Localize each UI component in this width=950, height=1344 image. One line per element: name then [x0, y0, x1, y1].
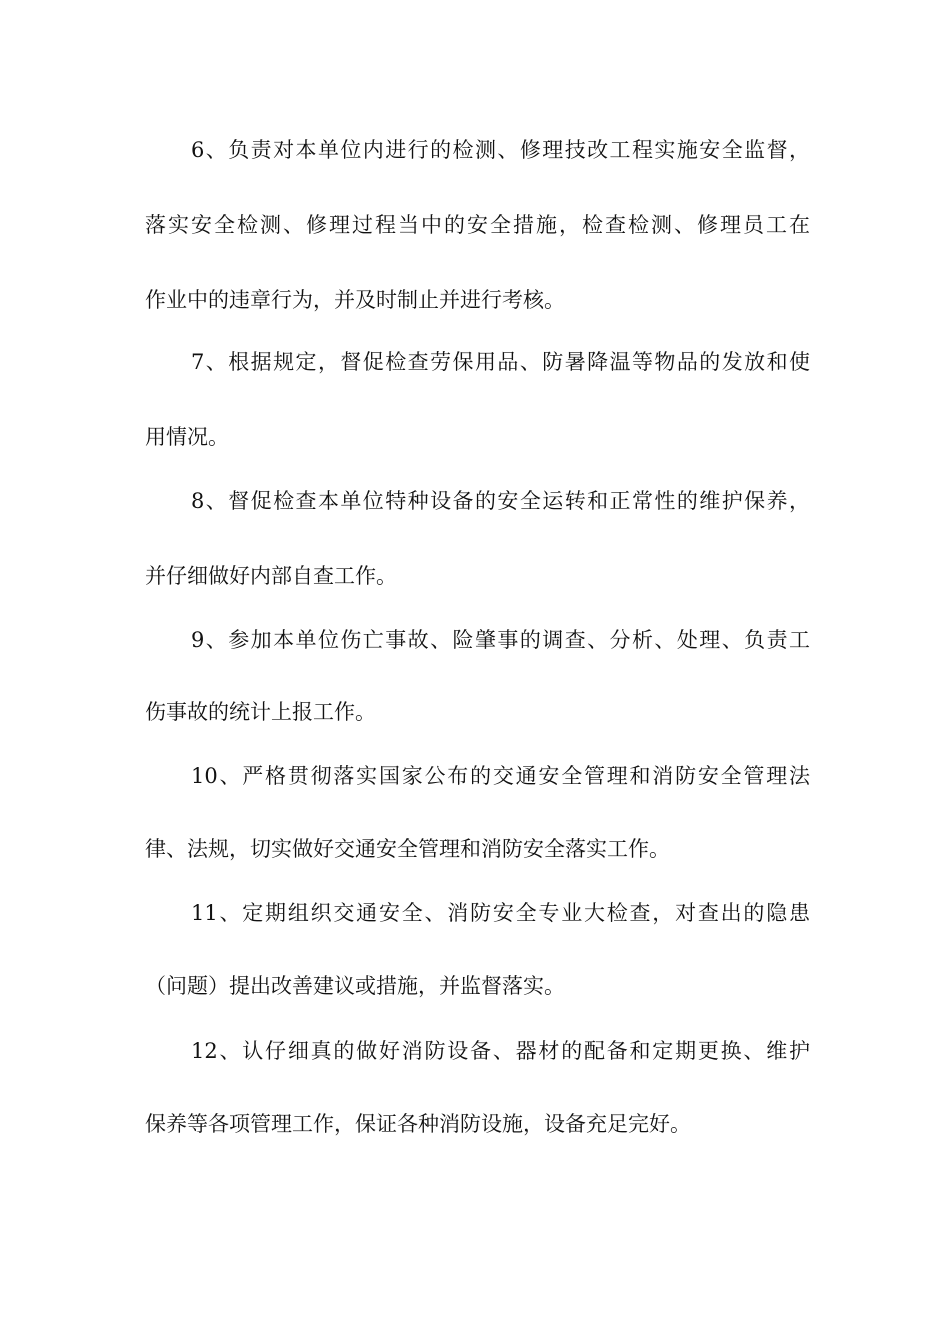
- text-line: 作业中的违章行为，并及时制止并进行考核。: [145, 288, 565, 312]
- text-line: 8、督促检查本单位特种设备的安全运转和正常性的维护保养，: [191, 489, 810, 513]
- text-line: 伤事故的统计上报工作。: [145, 700, 376, 724]
- text-line: 12、认仔细真的做好消防设备、器材的配备和定期更换、维护: [191, 1039, 810, 1063]
- text-line: 律、法规，切实做好交通安全管理和消防安全落实工作。: [145, 837, 670, 861]
- text-line: 11、定期组织交通安全、消防安全专业大检查，对查出的隐患: [191, 901, 810, 925]
- text-line: （问题）提出改善建议或措施，并监督落实。: [145, 974, 565, 998]
- text-line: 并仔细做好内部自查工作。: [145, 564, 397, 588]
- text-line: 落实安全检测、修理过程当中的安全措施，检查检测、修理员工在: [145, 213, 810, 237]
- text-line: 9、参加本单位伤亡事故、险肇事的调查、分析、处理、负责工: [191, 628, 810, 652]
- text-line: 10、严格贯彻落实国家公布的交通安全管理和消防安全管理法: [191, 764, 810, 788]
- text-line: 7、根据规定，督促检查劳保用品、防暑降温等物品的发放和使: [191, 350, 810, 374]
- text-line: 保养等各项管理工作，保证各种消防设施，设备充足完好。: [145, 1112, 691, 1136]
- text-line: 用情况。: [145, 425, 229, 449]
- text-line: 6、负责对本单位内进行的检测、修理技改工程实施安全监督，: [191, 138, 810, 162]
